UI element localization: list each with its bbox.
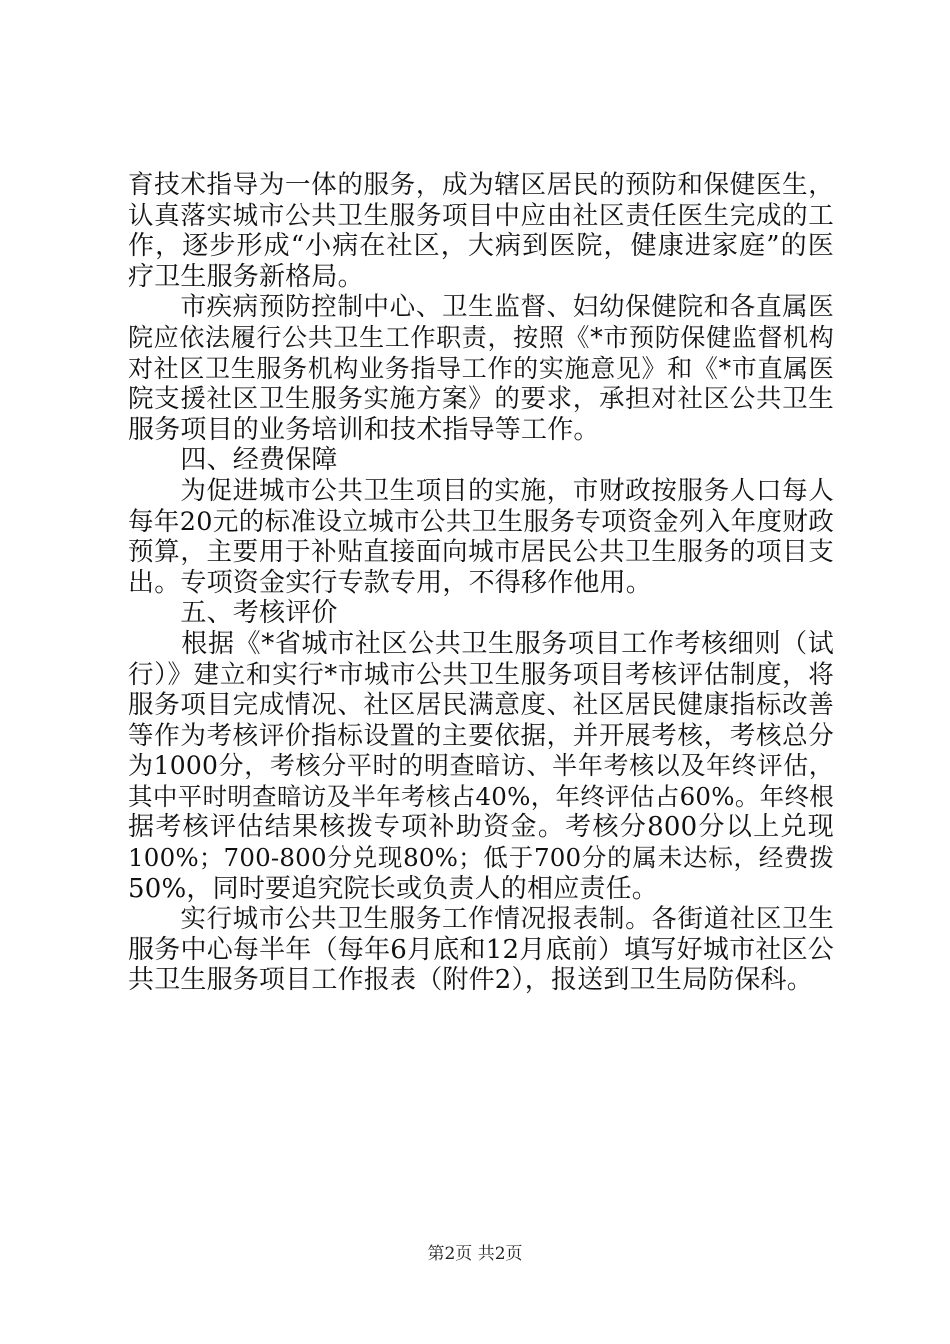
document-body [128,170,834,996]
text-line: 共卫生服务项目工作报表（附件2），报送到卫生局防保科。 [128,965,813,996]
text-line: 为促进城市公共卫生项目的实施，市财政按服务人口每人 [128,475,834,506]
text-line: 50%，同时要追究院长或负责人的相应责任。 [128,873,658,904]
text-line: 实行城市公共卫生服务工作情况报表制。各街道社区卫生 [128,904,834,935]
text-line: 100%；700-800分兑现80%；低于700分的属未达标，经费拨 [128,843,834,873]
text-line: 等作为考核评价指标设置的主要依据，并开展考核，考核总分 [128,720,834,751]
text-line: 院支援社区卫生服务实施方案》的要求，承担对社区公共卫生 [128,384,834,415]
text-line: 服务项目完成情况、社区居民满意度、社区居民健康指标改善 [128,690,834,721]
text-line: 对社区卫生服务机构业务指导工作的实施意见》和《*市直属医 [128,353,834,383]
text-line: 院应依法履行公共卫生工作职责，按照《*市预防保健监督机构 [128,322,834,352]
text-line: 据考核评估结果核拨专项补助资金。考核分800分以上兑现 [128,812,834,843]
text-line: 疗卫生服务新格局。 [128,261,364,292]
text-line: 市疾病预防控制中心、卫生监督、妇幼保健院和各直属医 [128,292,834,323]
section-heading: 四、经费保障 [128,445,338,476]
section-heading: 五、考核评价 [128,598,338,629]
text-line: 预算，主要用于补贴直接面向城市居民公共卫生服务的项目支 [128,537,834,568]
text-line: 作，逐步形成“小病在社区，大病到医院，健康进家庭”的医 [128,231,834,262]
text-line: 为1000分，考核分平时的明查暗访、半年考核以及年终评估， [128,751,834,781]
text-line: 认真落实城市公共卫生服务项目中应由社区责任医生完成的工 [128,200,834,231]
text-line: 服务中心每半年（每年6月底和12月底前）填写好城市社区公 [128,934,834,965]
text-line: 育技术指导为一体的服务，成为辖区居民的预防和保健医生， [128,170,834,200]
text-line: 出。专项资金实行专款专用，不得移作他用。 [128,567,653,598]
text-line: 每年20元的标准设立城市公共卫生服务专项资金列入年度财政 [128,506,834,537]
page-footer: 第2页 共2页 [427,1244,523,1264]
text-line: 根据《*省城市社区公共卫生服务项目工作考核细则（试 [128,628,834,659]
text-line: 其中平时明查暗访及半年考核占40%，年终评估占60%。年终根 [128,781,834,811]
text-line: 行）》建立和实行*市城市公共卫生服务项目考核评估制度，将 [128,659,834,690]
text-line: 服务项目的业务培训和技术指导等工作。 [128,414,600,445]
